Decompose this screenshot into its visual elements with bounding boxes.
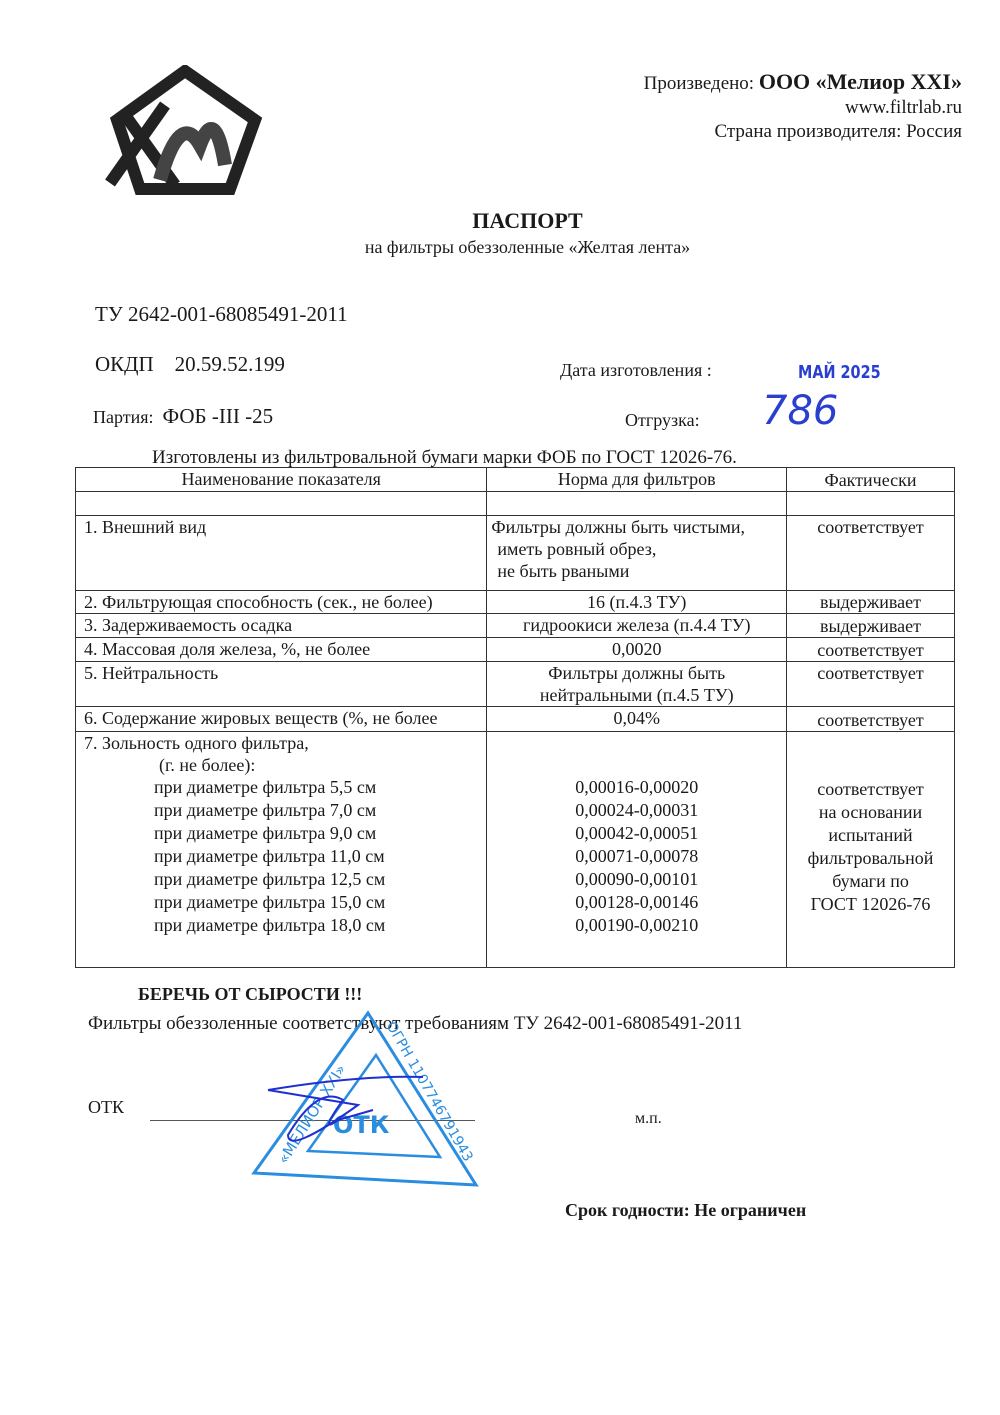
manufacturer-label: Произведено:: [643, 73, 755, 94]
warning-text: БЕРЕЧЬ ОТ СЫРОСТИ !!!: [138, 984, 363, 1004]
ash-item-label: при диаметре фильтра 7,0 см: [154, 800, 377, 820]
table-row: [76, 516, 955, 591]
compliance-text: Фильтры обеззоленные соответствуют требованиям ТУ 2642-001-68085491-2011: [88, 1013, 743, 1034]
shelf-life: Срок годности: Не ограничен: [565, 1200, 807, 1220]
otk-stamp: [248, 1005, 483, 1190]
made-from-note: Изготовлены из фильтровальной бумаги марки ФОБ по ГОСТ 12026-76.: [152, 447, 737, 468]
header-norm: Норма для фильтров: [487, 468, 787, 492]
ash-sub: (г. не более):: [159, 755, 256, 775]
manufacturer-country: Страна производителя: Россия: [714, 121, 962, 142]
ash-item-label: при диаметре фильтра 12,5 см: [154, 869, 386, 889]
document-title: ПАСПОРТ: [472, 208, 583, 233]
ash-actual-line: на основании: [818, 802, 923, 822]
stamp-center-text: ОТК: [333, 1111, 390, 1139]
batch-label: Партия:: [93, 407, 154, 427]
manufacturer-name: ООО «Мелиор XXI»: [758, 69, 962, 94]
ash-actual-line: бумаги по: [832, 871, 909, 891]
row-actual: соответствует: [787, 707, 955, 732]
row-actual: соответствует: [787, 638, 955, 662]
table-row: [76, 614, 955, 638]
manufacture-date-value: МАЙ 2025: [798, 362, 881, 383]
otk-label: ОТК: [88, 1097, 124, 1117]
ash-labels: [84, 776, 478, 937]
table-row-ash: [76, 732, 955, 968]
row-norm: иметь ровный обрез,: [497, 539, 657, 559]
table-row: [76, 707, 955, 732]
ash-item-label: при диаметре фильтра 15,0 см: [154, 892, 386, 912]
row-norm: гидроокиси железа (п.4.4 ТУ): [487, 614, 787, 638]
row-name: 3. Задерживаемость осадка: [76, 614, 487, 638]
ash-item-label: при диаметре фильтра 9,0 см: [154, 823, 377, 843]
ash-actual-line: фильтровальной: [807, 848, 934, 868]
ash-item-label: при диаметре фильтра 18,0 см: [154, 915, 386, 935]
ash-item-value: 0,00190-0,00210: [575, 915, 699, 935]
row-norm: не быть рваными: [497, 561, 630, 581]
row-name: 1. Внешний вид: [76, 516, 487, 591]
okdp-value: 20.59.52.199: [174, 352, 285, 376]
manufacturer-block: [644, 70, 962, 144]
seal-place-label: м.п.: [635, 1110, 662, 1127]
ash-item-value: 0,00071-0,00078: [575, 846, 699, 866]
tu-number: ТУ 2642-001-68085491-2011: [95, 302, 348, 326]
row-norm: 16 (п.4.3 ТУ): [487, 591, 787, 614]
manufacturer-website: www.filtrlab.ru: [845, 97, 962, 118]
row-actual: выдерживает: [787, 591, 955, 614]
row-norm: нейтральными (п.4.5 ТУ): [539, 685, 734, 705]
ash-actual: [795, 778, 946, 916]
stamp-right-text: ОГРН 1107746791943: [382, 1019, 476, 1165]
row-name: 4. Массовая доля железа, %, не более: [76, 638, 487, 662]
ash-values: [495, 776, 778, 937]
ash-item-label: при диаметре фильтра 5,5 см: [154, 777, 377, 797]
ash-item-value: 0,00128-0,00146: [575, 892, 699, 912]
ash-actual-line: соответствует: [817, 779, 924, 799]
row-norm: 0,0020: [487, 638, 787, 662]
ash-item-value: 0,00016-0,00020: [575, 777, 699, 797]
ash-item-value: 0,00042-0,00051: [575, 823, 699, 843]
table-row: [76, 591, 955, 614]
row-actual: выдерживает: [787, 614, 955, 638]
shipment-value: 786: [762, 388, 839, 434]
ash-item-value: 0,00024-0,00031: [575, 800, 699, 820]
row-actual: соответствует: [787, 662, 955, 707]
mi-logo-icon: [105, 65, 270, 195]
shipment-label: Отгрузка:: [625, 410, 700, 430]
row-name: 5. Нейтральность: [76, 662, 487, 707]
table-row: [76, 638, 955, 662]
ash-actual-line: ГОСТ 12026-76: [810, 894, 931, 914]
okdp-label: ОКДП: [95, 352, 154, 376]
document-subtitle: на фильтры обеззоленные «Желтая лента»: [364, 237, 691, 257]
table-header: [76, 468, 955, 492]
stamp-left-text: «МЕЛИОР XXI»: [274, 1061, 350, 1168]
row-actual: соответствует: [787, 516, 955, 591]
table-row: [76, 662, 955, 707]
ash-item-value: 0,00090-0,00101: [575, 869, 699, 889]
row-name: 6. Содержание жировых веществ (%, не более: [76, 707, 487, 732]
specs-table: [75, 467, 955, 968]
header-actual: Фактически: [787, 468, 955, 492]
row-norm: Фильтры должны быть: [548, 663, 726, 683]
row-norm: 0,04%: [487, 707, 787, 732]
ash-name: 7. Зольность одного фильтра,: [84, 733, 309, 753]
row-name: 2. Фильтрующая способность (сек., не более): [76, 591, 487, 614]
batch-value: ФОБ -III -25: [162, 404, 274, 428]
ash-item-label: при диаметре фильтра 11,0 см: [154, 846, 385, 866]
ash-actual-line: испытаний: [828, 825, 913, 845]
row-norm: Фильтры должны быть чистыми,: [491, 517, 746, 537]
header-name: Наименование показателя: [76, 468, 487, 492]
manufacture-date-label: Дата изготовления :: [560, 360, 712, 380]
